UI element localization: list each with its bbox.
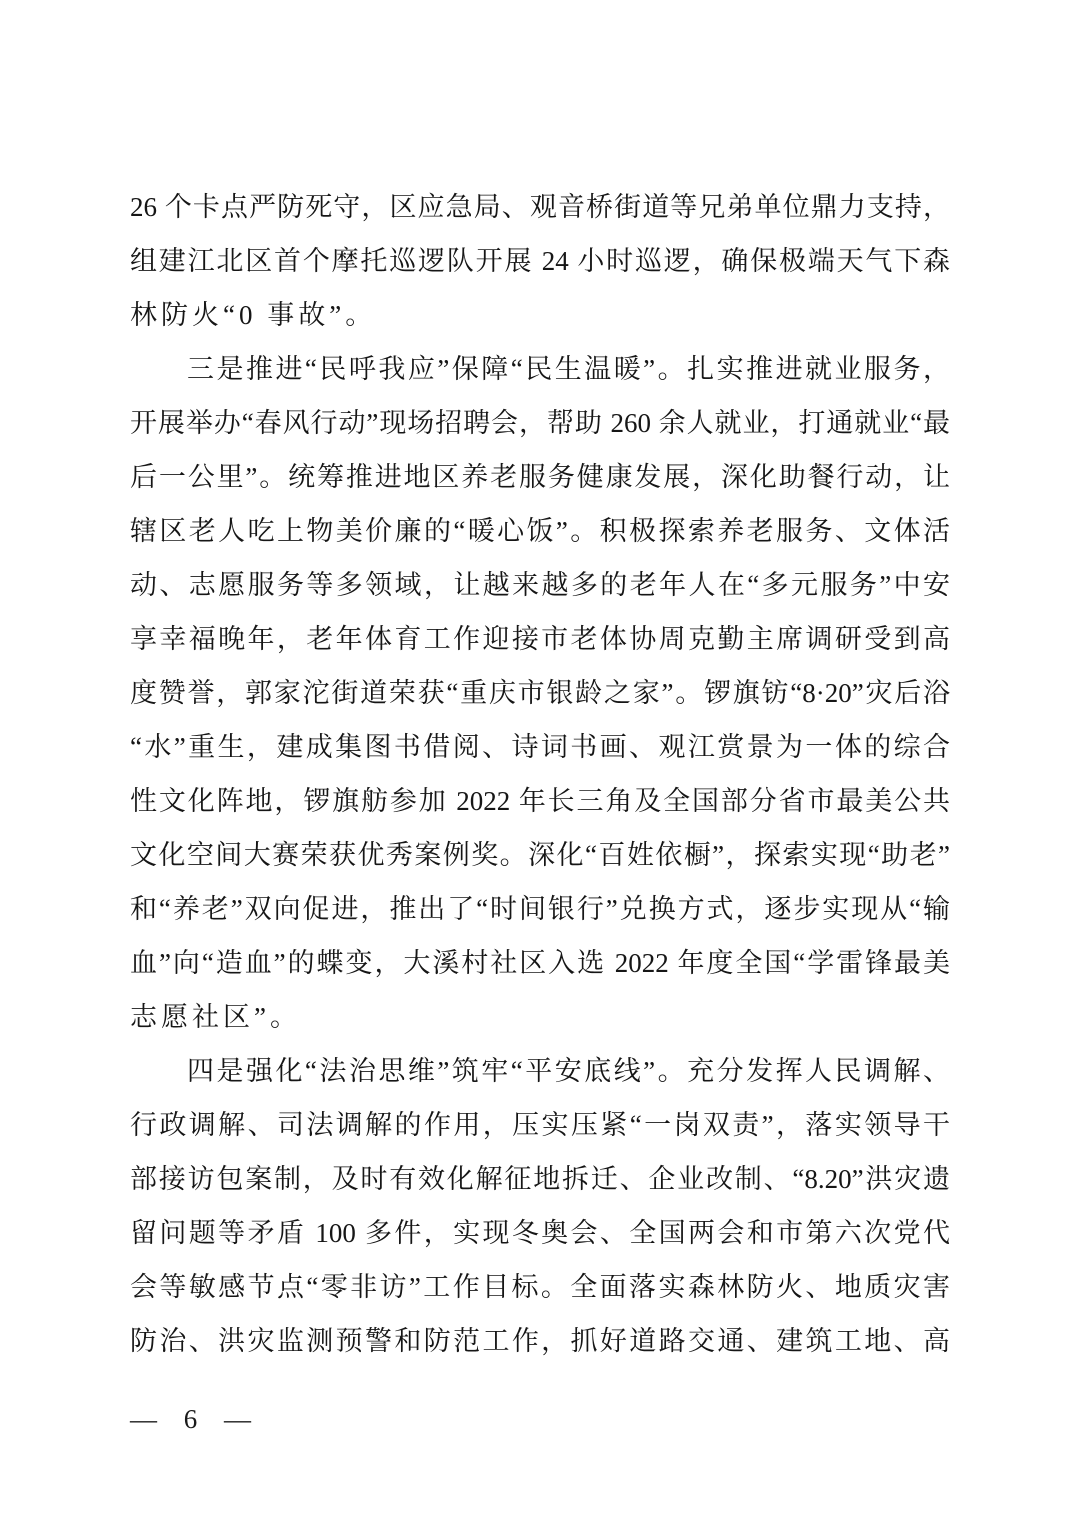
body-line: 组建江北区首个摩托巡逻队开展 24 小时巡逻，确保极端天气下森 [130,246,950,276]
body-line: 志愿社区”。 [130,1002,301,1032]
page-number: — 6 — [130,1404,254,1434]
body-line: 辖区老人吃上物美价廉的“暖心饭”。积极探索养老服务、文体活 [130,516,950,546]
body-line: 会等敏感节点“零非访”工作目标。全面落实森林防火、地质灾害 [130,1272,950,1302]
body-line: 行政调解、司法调解的作用，压实压紧“一岗双责”，落实领导干 [130,1110,950,1140]
document-body [130,180,950,1368]
body-line: 三是推进“民呼我应”保障“民生温暖”。扎实推进就业服务， [187,354,950,384]
body-line: 享幸福晚年，老年体育工作迎接市老体协周克勤主席调研受到高 [130,624,950,654]
body-line: “水”重生，建成集图书借阅、诗词书画、观江赏景为一体的综合 [130,732,950,762]
body-line: 血”向“造血”的蝶变，大溪村社区入选 2022 年度全国“学雷锋最美 [130,948,950,978]
body-line: 防治、洪灾监测预警和防范工作，抓好道路交通、建筑工地、高 [130,1326,950,1356]
body-line: 后一公里”。统筹推进地区养老服务健康发展，深化助餐行动，让 [130,462,950,492]
body-line: 26 个卡点严防死守，区应急局、观音桥街道等兄弟单位鼎力支持， [130,192,950,222]
paragraph-three [130,342,950,1044]
body-line: 留问题等矛盾 100 多件，实现冬奥会、全国两会和市第六次党代 [130,1218,950,1248]
body-line: 和“养老”双向促进，推出了“时间银行”兑换方式，逐步实现从“输 [130,894,950,924]
body-line: 开展举办“春风行动”现场招聘会，帮助 260 余人就业，打通就业“最 [130,408,950,438]
paragraph-four [130,1044,950,1368]
body-line: 度赞誉，郭家沱街道荣获“重庆市银龄之家”。锣旗钫“8·20”灾后浴 [130,678,950,708]
body-line: 文化空间大赛荣获优秀案例奖。深化“百姓依橱”，探索实现“助老” [130,840,950,870]
body-line: 四是强化“法治思维”筑牢“平安底线”。充分发挥人民调解、 [187,1056,950,1086]
body-line: 林防火“0 事故”。 [130,300,377,330]
body-line: 动、志愿服务等多领域，让越来越多的老年人在“多元服务”中安 [130,570,950,600]
paragraph-continued [130,180,950,342]
body-line: 部接访包案制，及时有效化解征地拆迁、企业改制、“8.20”洪灾遗 [130,1164,950,1194]
page-footer [130,1404,254,1435]
body-line: 性文化阵地，锣旗舫参加 2022 年长三角及全国部分省市最美公共 [130,786,950,816]
